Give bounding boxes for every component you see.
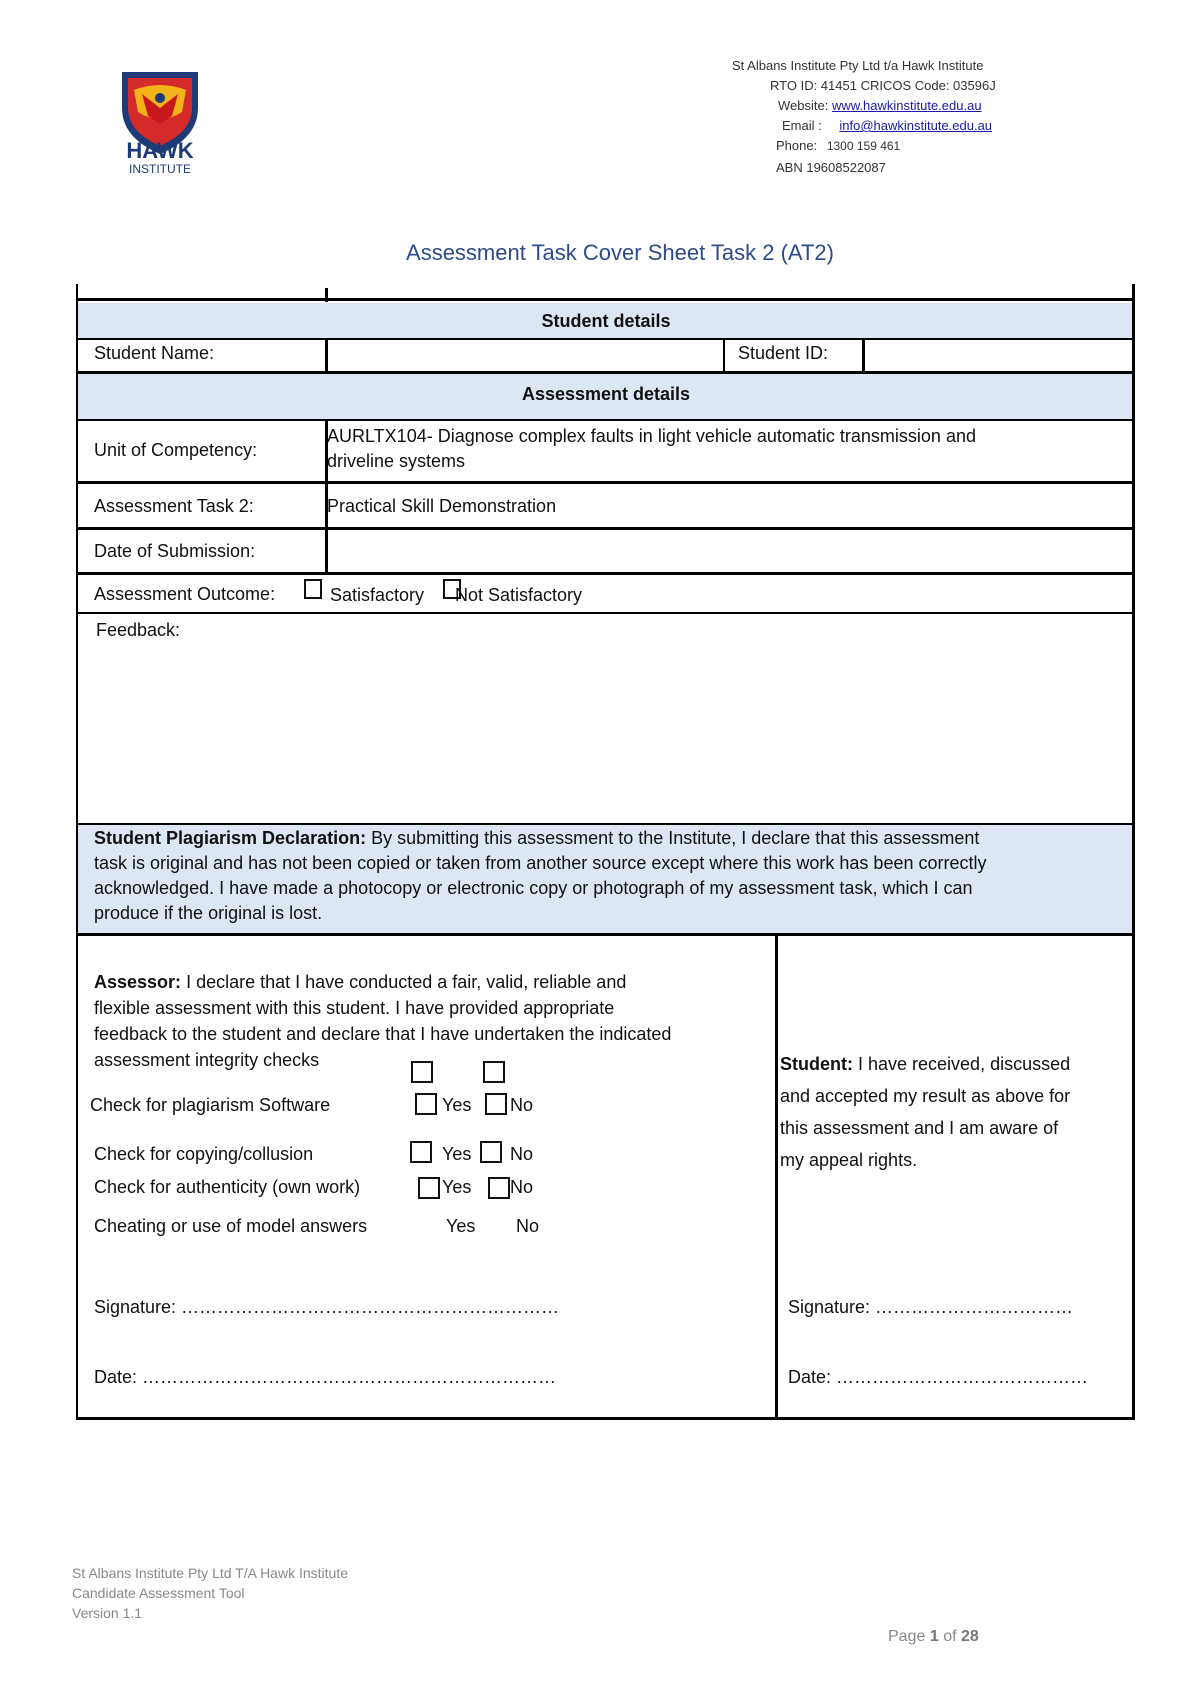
cheating-yes-checkbox[interactable] [418,1177,440,1199]
assessor-line1: I declare that I have conducted a fair, valid, reliable and [186,972,627,992]
email-label: Email : [782,118,822,133]
table-rule [78,338,1134,340]
assessor-line4: assessment integrity checks [94,1050,320,1070]
check-authenticity-no-label: No [510,1177,534,1197]
page-prefix: Page [888,1628,926,1645]
phone-label: Phone: [776,138,818,153]
page-number [888,1628,979,1646]
footer-line3: Version 1.1 [72,1605,143,1621]
phone-number: 1300 159 461 [826,139,901,153]
student-date-line[interactable]: Date: …………………………………… [788,1367,1089,1387]
feedback-area[interactable] [86,646,1126,816]
table-rule [78,371,1134,374]
table-rule [325,288,328,302]
authenticity-no-checkbox[interactable] [480,1141,502,1163]
page-current: 1 [929,1628,939,1645]
satisfactory-checkbox[interactable] [304,579,322,599]
student-id-field[interactable] [868,343,1128,367]
authenticity-yes-checkbox[interactable] [410,1141,432,1163]
table-rule [862,340,865,371]
page-title: Assessment Task Cover Sheet Task 2 (AT2) [406,240,834,265]
assessor-declaration [94,969,764,1073]
table-rule [78,933,1134,936]
table-rule [78,298,1134,301]
check-authenticity-yes-label: Yes [442,1177,472,1197]
check-plagiarism-yes-label: Yes [442,1095,472,1115]
not-satisfactory-label: Not Satisfactory [455,585,583,605]
abn: ABN 19608522087 [776,160,886,175]
assessment-task-value: Practical Skill Demonstration [327,496,557,516]
date-of-submission-field[interactable] [330,538,1120,564]
assessor-line2: flexible assessment with this student. I have provided appropriate [94,998,615,1018]
plagiarism-line2: task is original and has not been copied or taken from another source except where this work has been correctly [94,853,987,873]
footer-info [72,1563,348,1623]
student-ack-line3: this assessment and I am aware of [780,1118,1059,1138]
website-label: Website: [778,98,829,113]
check-copying-collusion-label: Check for copying/collusion [94,1144,314,1164]
footer-line1: St Albans Institute Pty Ltd T/A Hawk Institute [72,1565,348,1581]
plagiarism-line1: By submitting this assessment to the Institute, I declare that this assessment [371,828,980,848]
student-ack-line4: my appeal rights. [780,1150,918,1170]
table-border-left [76,284,78,1420]
unit-of-competency-value-line2: driveline systems [327,451,466,471]
page-of: of [943,1628,957,1645]
cover-sheet-table [78,298,1134,1421]
student-name-label: Student Name: [94,343,215,363]
plagiarism-line4: produce if the original is lost. [94,903,323,923]
plagiarism-no-checkbox[interactable] [483,1061,505,1083]
check-copying-no-label: No [510,1144,534,1164]
feedback-label: Feedback: [96,620,181,640]
check-plagiarism-software-label: Check for plagiarism Software [90,1095,331,1115]
student-details-heading: Student details [541,311,671,331]
table-rule [78,481,1134,484]
student-id-label: Student ID: [738,343,829,363]
unit-of-competency-value-line1: AURLTX104- Diagnose complex faults in light vehicle automatic transmission and [327,426,976,446]
assessment-outcome-label: Assessment Outcome: [94,584,276,604]
table-rule [78,419,1134,421]
check-cheating-no-label: No [516,1216,540,1236]
institute-details [700,56,1100,178]
table-rule [775,936,778,1420]
check-cheating-yes-label: Yes [446,1216,476,1236]
plagiarism-declaration-label: Student Plagiarism Declaration: [94,828,367,848]
rto-cricos: RTO ID: 41451 CRICOS Code: 03596J [770,78,996,93]
assessment-details-heading: Assessment details [521,384,691,404]
check-plagiarism-no-label: No [510,1095,534,1115]
copying-yes-checkbox[interactable] [415,1093,437,1115]
assessor-signature-line[interactable]: Signature: ……………………………………………………… [94,1297,560,1317]
unit-of-competency-label: Unit of Competency: [94,440,258,460]
plagiarism-yes-checkbox[interactable] [411,1061,433,1083]
copying-no-checkbox[interactable] [485,1093,507,1115]
table-rule [78,1417,1134,1420]
student-acknowledgement [780,1048,1130,1176]
table-rule [78,823,1134,825]
table-rule [78,612,1134,614]
assessor-label: Assessor: [94,972,182,992]
student-ack-line2: and accepted my result as above for [780,1086,1071,1106]
student-signature-line[interactable]: Signature: …………………………… [788,1297,1074,1317]
table-rule [78,572,1134,575]
date-of-submission-label: Date of Submission: [94,541,256,561]
logo-wordmark: HAWK [126,138,194,163]
table-rule [325,340,328,371]
email-link[interactable]: info@hawkinstitute.edu.au [839,118,993,133]
check-authenticity-label: Check for authenticity (own work) [94,1177,361,1197]
check-cheating-label: Cheating or use of model answers [94,1216,368,1236]
website-link[interactable]: www.hawkinstitute.edu.au [831,98,982,113]
logo-subtitle: INSTITUTE [129,162,191,176]
student-name-field[interactable] [330,343,720,367]
table-rule [78,527,1134,530]
hawk-institute-logo [112,68,208,178]
footer-line2: Candidate Assessment Tool [72,1585,245,1601]
student-ack-line1: I have received, discussed [858,1054,1071,1074]
institute-name: St Albans Institute Pty Ltd t/a Hawk Institute [732,58,984,73]
student-ack-label: Student: [780,1054,853,1074]
check-copying-yes-label: Yes [442,1144,472,1164]
plagiarism-declaration [94,826,1124,926]
cheating-no-checkbox[interactable] [488,1177,510,1199]
table-border-right [1132,284,1135,1420]
assessor-date-line[interactable]: Date: …………………………………………………………… [94,1367,557,1387]
page-total: 28 [960,1628,979,1645]
satisfactory-label: Satisfactory [330,585,425,605]
assessor-line3: feedback to the student and declare that I have undertaken the indicated [94,1024,672,1044]
assessment-task-label: Assessment Task 2: [94,496,254,516]
plagiarism-line3: acknowledged. I have made a photocopy or electronic copy or photograph of my assessment task, which I can [94,878,973,898]
table-rule [723,340,725,371]
